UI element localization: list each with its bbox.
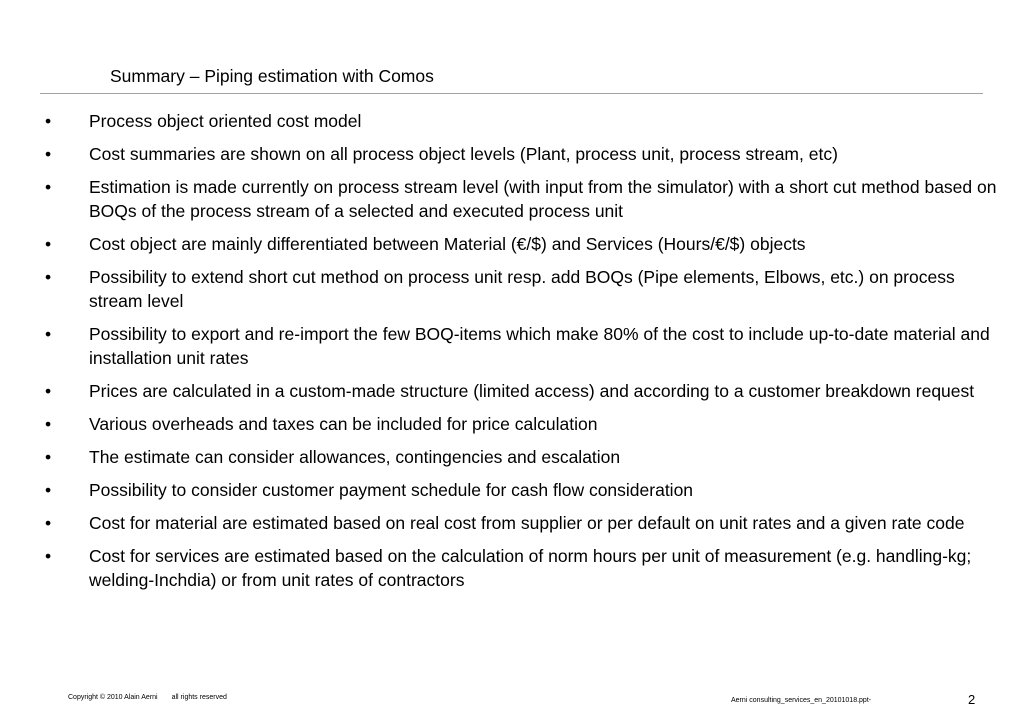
bullet-item bbox=[40, 322, 1000, 370]
bullet-dot-icon: • bbox=[45, 324, 52, 344]
bullet-text: Cost for material are estimated based on real cost from supplier or per default on unit rates and a given rate code bbox=[89, 513, 965, 533]
bullet-dot-icon: • bbox=[45, 144, 52, 164]
bullet-dot-icon: • bbox=[45, 111, 52, 131]
bullet-text: Process object oriented cost model bbox=[89, 111, 362, 131]
bullet-dot-icon: • bbox=[45, 447, 52, 467]
rights-text: all rights reserved bbox=[171, 694, 227, 701]
bullet-text: Cost object are mainly differentiated between Material (€/$) and Services (Hours/€/$) objects bbox=[89, 234, 806, 254]
bullet-text: Estimation is made currently on process stream level (with input from the simulator) with a short cut method based on BOQs of the process stream of a selected and executed process unit bbox=[89, 177, 997, 221]
bullet-text: Prices are calculated in a custom-made structure (limited access) and according to a customer breakdown request bbox=[89, 381, 975, 401]
bullet-list bbox=[40, 109, 1000, 601]
bullet-dot-icon: • bbox=[45, 234, 52, 254]
bullet-item bbox=[40, 142, 1000, 166]
bullet-item bbox=[40, 109, 1000, 133]
bullet-item bbox=[40, 412, 1000, 436]
bullet-text: Possibility to export and re-import the few BOQ-items which make 80% of the cost to include up-to-date material and installation unit rates bbox=[89, 324, 990, 368]
bullet-item bbox=[40, 265, 1000, 313]
bullet-dot-icon: • bbox=[45, 177, 52, 197]
bullet-text: Cost for services are estimated based on the calculation of norm hours per unit of measurement (e.g. handling-kg; welding-Inchdia) or from unit rates of contractors bbox=[89, 546, 972, 590]
bullet-item bbox=[40, 478, 1000, 502]
title-divider bbox=[40, 93, 983, 94]
bullet-text: Possibility to extend short cut method on process unit resp. add BOQs (Pipe elements, Elbows, etc.) on process stream level bbox=[89, 267, 955, 311]
bullet-item bbox=[40, 379, 1000, 403]
bullet-text: Various overheads and taxes can be included for price calculation bbox=[89, 414, 598, 434]
bullet-text: The estimate can consider allowances, contingencies and escalation bbox=[89, 447, 621, 467]
bullet-dot-icon: • bbox=[45, 381, 52, 401]
bullet-dot-icon: • bbox=[45, 267, 52, 287]
bullet-item bbox=[40, 544, 1000, 592]
footer-copyright bbox=[68, 694, 227, 701]
copyright-text: Copyright © 2010 Alain Aerni bbox=[68, 694, 158, 701]
bullet-item bbox=[40, 445, 1000, 469]
slide-title: Summary – Piping estimation with Comos bbox=[110, 66, 434, 86]
bullet-dot-icon: • bbox=[45, 414, 52, 434]
bullet-dot-icon: • bbox=[45, 513, 52, 533]
page-number: 2 bbox=[968, 692, 976, 707]
bullet-dot-icon: • bbox=[45, 546, 52, 566]
bullet-item bbox=[40, 232, 1000, 256]
bullet-item bbox=[40, 175, 1000, 223]
bullet-item bbox=[40, 511, 1000, 535]
bullet-dot-icon: • bbox=[45, 480, 52, 500]
footer-filename: Aerni consulting_services_en_20101018.ppt- bbox=[731, 697, 872, 704]
bullet-text: Possibility to consider customer payment schedule for cash flow consideration bbox=[89, 480, 694, 500]
bullet-text: Cost summaries are shown on all process object levels (Plant, process unit, process stream, etc) bbox=[89, 144, 838, 164]
